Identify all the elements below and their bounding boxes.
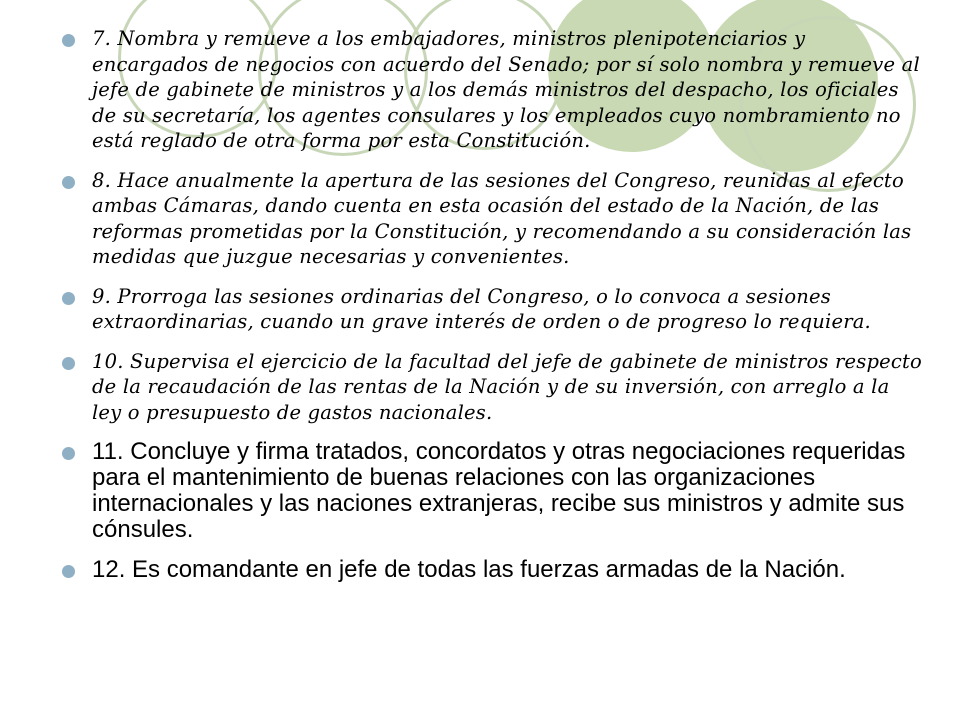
bullet-icon — [62, 565, 75, 578]
list-item-text: 8. Hace anualmente la apertura de las sesiones del Congreso, reunidas al efecto ambas Cámaras, dando cuenta en esta ocasión del estado de la Nación, de las reformas prometidas por la Constitución, y recomendando a su consideración las medidas que juzgue necesarias y convenientes. — [92, 168, 912, 268]
bullet-icon — [62, 176, 75, 189]
list-item-text: 7. Nombra y remueve a los embajadores, ministros plenipotenciarios y encargados de negocios con acuerdo del Senado; por sí solo nombra y remueve al jefe de gabinete de ministros y a los demás ministros del despacho, los oficiales de su secretaría, los agentes consulares y los empleados cuyo nombramiento no está reglado de otra forma por esta Constitución. — [92, 27, 920, 152]
list-item-text: 9. Prorroga las sesiones ordinarias del Congreso, o lo convoca a sesiones extraordinarias, cuando un grave interés de orden o de progreso lo requiera. — [92, 284, 871, 333]
list-item — [62, 557, 922, 583]
list-item-text: 12. Es comandante en jefe de todas las fuerzas armadas de la Nación. — [92, 556, 846, 583]
list-item-text: 10. Supervisa el ejercicio de la facultad del jefe de gabinete de ministros respecto de la recaudación de las rentas de la Nación y de su inversión, con arreglo a la ley o presupuesto de gastos nacionales. — [92, 349, 922, 424]
list-item — [62, 439, 922, 543]
bullet-icon — [62, 292, 75, 305]
bullet-list — [62, 26, 922, 597]
bullet-icon — [62, 34, 75, 47]
bullet-icon — [62, 357, 75, 370]
list-item — [62, 26, 922, 154]
bullet-icon — [62, 447, 75, 460]
list-item — [62, 349, 922, 426]
list-item — [62, 284, 922, 335]
list-item-text: 11. Concluye y firma tratados, concordatos y otras negociaciones requeridas para el mantenimiento de buenas relaciones con las organizaciones internacionales y las naciones extranjeras, recibe sus ministros y admite sus cónsules. — [92, 438, 906, 543]
list-item — [62, 168, 922, 270]
